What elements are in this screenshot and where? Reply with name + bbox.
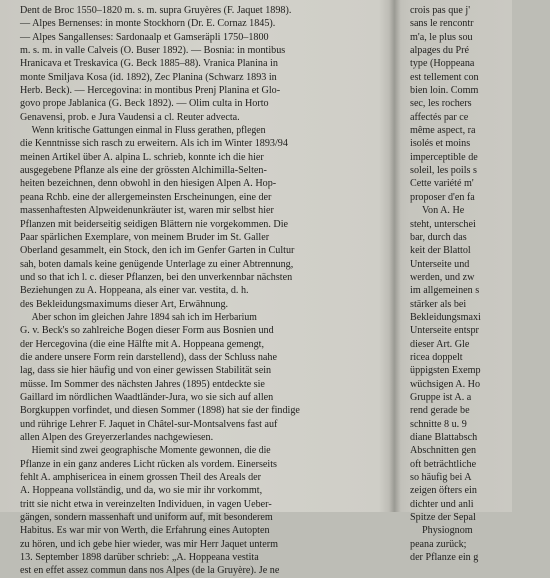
left-page-line: est en effet assez commun dans nos Alpes (de la Gruyère). Je ne bbox=[20, 565, 280, 577]
left-page-line: Paar spärlichen Exemplare, von meinem Bruder im St. Galler bbox=[20, 231, 270, 243]
left-page-line: tritt sie nicht etwa in vereinzelten Individuen, in vagen Ueber- bbox=[20, 498, 272, 510]
right-page-line: m'a, le plus sou bbox=[410, 31, 473, 43]
left-page-line: govo prope Jablanica (G. Beck 1892). — Olim culta in Horto bbox=[20, 98, 269, 110]
right-page-line: est tellement con bbox=[410, 71, 479, 83]
right-page-line: type (Hoppeana bbox=[410, 58, 475, 70]
right-page-line: Cette variété m' bbox=[410, 178, 474, 190]
left-page-line: — Alpes Sangallenses: Sardonaalp et Gamseräpli 1750–1800 bbox=[20, 31, 269, 43]
right-page-line: ricea doppelt bbox=[410, 351, 463, 363]
right-page-line: oft beträchtliche bbox=[410, 458, 477, 470]
left-page-line: Gaillard im nördlichen Waadtländer-Jura, wo sie sich auf allen bbox=[20, 391, 274, 403]
right-page-line: bien loin. Comm bbox=[410, 85, 479, 97]
left-page-line: — Alpes Bernenses: in monte Stockhorn (Dr. E. Cornaz 1845). bbox=[20, 18, 276, 30]
left-page-line: fehlt A. amphisericea in einem grossen Theil des Areals der bbox=[20, 472, 262, 484]
right-page-line: sans le rencontr bbox=[410, 18, 474, 30]
left-page-line: zu hören, und ich gebe hier wieder, was mir Herr Jaquet unterm bbox=[20, 538, 278, 550]
right-page-line: steht, unterschei bbox=[410, 218, 476, 230]
right-page-line: dichter und anli bbox=[410, 498, 474, 510]
left-page-line: monte Smiljava Kosa (id. 1892), Zec Planina (Schwarz 1893 in bbox=[20, 71, 277, 83]
left-page-line: peana Rchb. eine der allergemeinsten Erscheinungen, eine der bbox=[20, 191, 272, 203]
right-page-line: même aspect, ra bbox=[410, 125, 476, 137]
right-page-line: Von A. He bbox=[422, 205, 465, 217]
page-fold-shadow bbox=[389, 0, 401, 512]
left-page-line: massenhaftesten Alpweidenunkräuter ist, waren mir selbst hier bbox=[20, 205, 274, 217]
right-page-line: so häufig bei A bbox=[410, 472, 472, 484]
right-page-line: bar, durch das bbox=[410, 231, 467, 243]
right-page-line: der Pflanze ein g bbox=[410, 552, 479, 564]
left-page-line: Herb. Beck). — Hercegovina: in montibus Prenj Planina et Glo- bbox=[20, 85, 281, 97]
right-page-line: proposer d'en fa bbox=[410, 191, 475, 203]
left-page-line: Pflanzen mit beiderseitig seidigen Blättern nie vorgekommen. Die bbox=[20, 218, 289, 230]
left-page-line: der Hercegovina (die eine Hälfte mit A. Hoppeana gemengt, bbox=[20, 338, 265, 350]
right-page-line: crois pas que j' bbox=[410, 5, 471, 16]
right-page-line: Spitze der Sepal bbox=[410, 512, 476, 524]
right-page-line: keit der Blattol bbox=[410, 245, 471, 257]
left-page-line: und rührige Lehrer F. Jaquet in Châtel-sur-Montsalvens fast auf bbox=[20, 418, 278, 430]
left-page-line: heiten bezeichnen, denn obwohl in den hiesigen Alpen A. Hop- bbox=[20, 178, 277, 190]
left-page-line: Habitus. Es war mir von Werth, die Erfahrung eines Autopten bbox=[20, 525, 270, 537]
left-page-line: und so that ich l. c. dieser Pflanzen, bei den unverkennbar nächsten bbox=[20, 271, 293, 283]
left-page-line: müsse. Im Sommer des nächsten Jahres (1895) entdeckte sie bbox=[20, 378, 265, 390]
left-page-line: Aber schon im gleichen Jahre 1894 sah ich im Herbarium bbox=[31, 311, 257, 323]
left-page-line: die Kenntnisse sich rasch zu erweitern. Als ich im Winter 1893/94 bbox=[20, 138, 288, 150]
left-page-line: ausgegebene Pflanze als eine der grössten Alchimilla-Selten- bbox=[20, 165, 267, 177]
right-page-line: schnitte 8 u. 9 bbox=[410, 418, 467, 430]
left-page-line: Hiemit sind zwei geographische Momente gewonnen, die die bbox=[31, 445, 271, 457]
right-page-line: isolés et moins bbox=[410, 138, 471, 150]
right-page-line: dieser Art. Gle bbox=[410, 338, 470, 350]
right-page-line: Unterseite und bbox=[410, 258, 470, 270]
right-page-line: sec, les rochers bbox=[410, 98, 472, 110]
right-page-line: peana zurück; bbox=[410, 538, 467, 550]
right-page-line: Abschnitten gen bbox=[410, 445, 477, 457]
left-page-line: meinen Artikel über A. alpina L. schrieb, konnte ich die hier bbox=[20, 151, 264, 163]
left-page-line: 13. September 1898 darüber schrieb: „A. Hoppeana vestita bbox=[20, 552, 259, 564]
left-page-line: lag, dass sie hier häufig und von einer gewissen Stabilität sein bbox=[20, 365, 272, 377]
left-page-line: Oberland gesammelt, ein Stock, den ich im Genfer Garten in Cultur bbox=[20, 245, 295, 257]
right-page-line: affectés par ce bbox=[410, 111, 469, 123]
right-page-line: Gruppe ist A. a bbox=[410, 391, 472, 403]
left-page-line: Wenn kritische Gattungen einmal in Fluss gerathen, pflegen bbox=[31, 125, 266, 137]
left-page-line: Beziehungen zu A. Hoppeana, als einer var. vestita, d. h. bbox=[20, 285, 249, 297]
right-page-line: wüchsigen A. Ho bbox=[410, 378, 481, 390]
left-page-line: Borgkuppen vorfindet, und diesen Sommer (1898) hat sie der findige bbox=[20, 405, 300, 417]
left-page-line: Pflanze in ein ganz anderes Licht rücken als vordem. Einerseits bbox=[20, 458, 277, 470]
right-page-line: werden, und zw bbox=[410, 271, 475, 283]
left-page-line: die andere unsere Form rein darstellend), dass der Schluss nahe bbox=[20, 351, 277, 363]
right-page-line: im allgemeinen s bbox=[410, 285, 480, 297]
right-page-line: üppigsten Exemp bbox=[410, 365, 481, 377]
right-page-line: diane Blattabsch bbox=[410, 432, 478, 443]
right-page-line: rend gerade be bbox=[410, 405, 470, 417]
left-page-line: Dent de Broc 1550–1820 m. s. m. supra Gruyères (F. Jaquet 1898). bbox=[20, 5, 292, 16]
right-page-text bbox=[410, 4, 550, 564]
right-page-line: Bekleidungsmaxi bbox=[410, 311, 481, 323]
left-page-line: gängen, sondern massenhaft und uniform auf, mit besonderem bbox=[20, 512, 273, 524]
left-page-line: A. Hoppeana vollständig, und da, wo sie mir ihr vorkommt, bbox=[20, 485, 263, 497]
left-page-line: sah, boten damals keine genügende Unterlage zu einer Abtrennung, bbox=[20, 258, 294, 270]
left-page-line: m. s. m. in valle Calveis (O. Buser 1892). — Bosnia: in montibus bbox=[20, 45, 286, 57]
right-page-line: stärker als bei bbox=[410, 298, 467, 310]
left-page-line: Hranicava et Treskavica (G. Beck 1885–88). Vranica Planina in bbox=[20, 58, 278, 70]
right-page-line: Physiognom bbox=[422, 525, 473, 537]
right-page-line: alpages du Pré bbox=[410, 45, 470, 57]
left-page-line: des Bekleidungsmaximums dieser Art, Erwähnung. bbox=[20, 298, 229, 310]
right-page-line: Unterseite entspr bbox=[410, 325, 479, 337]
right-page-line: imperceptible de bbox=[410, 151, 478, 163]
left-page-line: Genavensi, prob. e Jura Vaudensi a cl. Reuter advecta. bbox=[20, 111, 240, 123]
left-page-line: allen Alpen des Greyerzerlandes nachgewiesen. bbox=[20, 432, 214, 443]
right-page-line: soleil, les poils s bbox=[410, 165, 477, 177]
left-page-line: G. v. Beck's so zahlreiche Bogen dieser Form aus Bosnien und bbox=[20, 325, 274, 337]
left-page-text bbox=[20, 4, 358, 578]
right-page-line: zeigen öfters ein bbox=[410, 485, 477, 497]
